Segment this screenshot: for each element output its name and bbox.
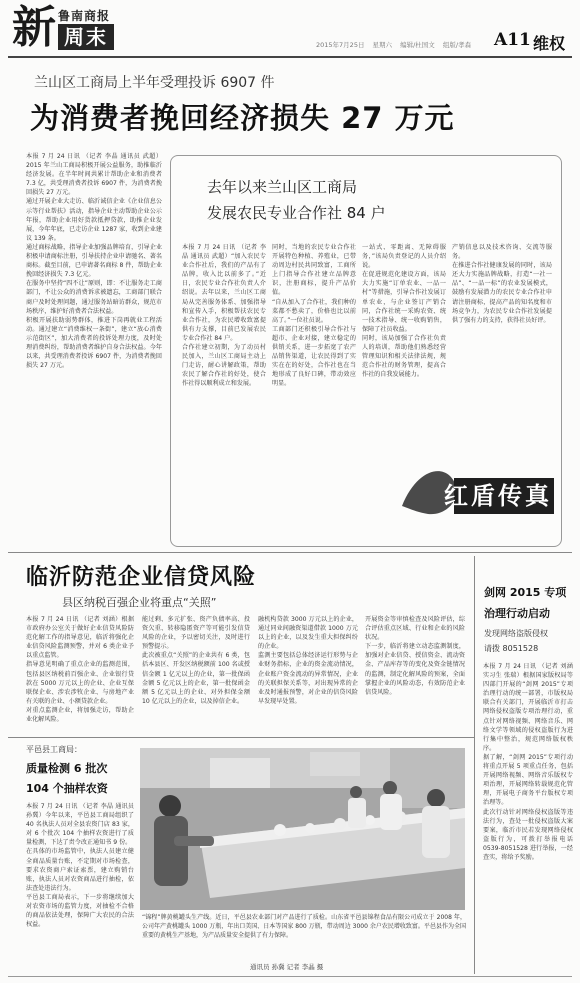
masthead-rule — [8, 56, 572, 58]
masthead-brand-bottom-box — [58, 24, 114, 50]
page-bottom-rule — [8, 976, 572, 977]
story1-sub-column-4: 产销信息以及技术咨询、交流等服务。 在推进合作社健康发展的同时，该局还大力实施品牌战略，打造“一社一品”、“一品一标”的农业发展模式，鼓励有发展潜力的农民专业合作社申请注册商标，提高产品的知名度和市场竞争力，为农民专业合作社发展提供了强有力的支持，获得社员好评。 — [452, 244, 552, 324]
story3-headline-2: 104 个抽样农资 — [26, 782, 108, 795]
photo-scene-icon — [140, 748, 465, 910]
story1-column-1: 本报 7 月 24 日讯 （记者 李晶 通讯员 武超）2015 年兰山工商局积极开展公益服务，助推临沂经济发展。在半年时间共累计帮助企业和消费者 7.3 亿，共受理消费者投诉 6907 件，为消费者挽回损失 27 万元。 通过开展企业大走访、临沂诚信企业《企业信息公示等行业帮扶》活动，指导企业主动帮助企业公示年报，帮助企业用好货款抵押贷款，助推企业发展，今年年底，已走访企业 1287 家，收到企业建议 139 条。 通过商标战略，指导企业加强品牌培育，引导企业积极申请商标注册，引导扶持企业申请驰名、著名商标。截至目前，已申请著名商标 8 件，帮助企业挽回经济损失 7.3 亿元。 在服务中坚持“四不让”原则，即：不让服务走工商部门，不让公众的消费诉求被遗忘，工商部门联合商户及时处理问题，通过服务站暗访群众，规范市场秩序，维护好消费者合法权益。 积极开展扶助弱势群体，推进下岗再就业工程活动。通过建立“消费维权一条街”，建立“放心消费示范街区”，加大消费者的投诉处理力度，及时处理消费纠纷，帮助消费者维护自身合法权益。今年以来，共受理消费者投诉 6907 件，为消费者挽回损失 27 万元。 — [26, 153, 162, 370]
masthead — [0, 0, 580, 58]
masthead-editor: 编辑/杜国文 — [400, 41, 435, 49]
masthead-layout: 组版/孝森 — [442, 41, 472, 49]
story2-column-4: 开展资金等审慎检查及风险评估，综合评估重点区域、行业和企业的风险状况。 下一步，临沂将建立动态监测制度，加强对企业信贷、授信资金、流动资金、产品库存等的变化及资金链情况的监测，制定化解风险的预案，全面掌握企业的风险动态，有效防范企业信贷风险。 — [365, 616, 465, 696]
story2-column-3: 融机构贷款 3000 万元以上的企业，通过同业间融资渠道借款 1000 万元以上的企业，以及发生重大担保纠纷的企业。 监测主要包括总体经济运行形势与企业财务指标，企业的资金流动情况，企业账户资金流动的异常情况，企业的关联担保关系等，对出现异常的企业及时通报预警，对企业的信贷风险早发现早处置。 — [258, 616, 358, 705]
masthead-info — [316, 40, 471, 49]
story1-kicker: 兰山区工商局上半年受理投诉 6907 件 — [34, 75, 275, 91]
story1-sub-column-1: 本报 7 月 24 日讯 （记者 李晶 通讯员 武超）“加入农民专业合作社后，我们的产品有了品牌，收入比以前多了。”近日，农民专业合作社负责人介绍说。去年以来，兰山区工商局从完善服务体系、加强指导和宣传入手，积极帮扶农民专业合作社，为农民增收致富提供有力支撑，目前已发展农民专业合作社 84 户。 合作社建立初期，为了动员村民加入，兰山区工商局主动上门走访，耐心讲解政策，帮助农民了解合作社的好处，使合作社得以顺利成立和发展。 — [182, 244, 266, 388]
story2-column-2: 能过剩、多元扩张、资产负债率高、投资欠重、转移隐匿资产等可能引发信贷风险的企业，予以密切关注，及时进行预警提示。 此次被重点“关照”的企业共有 6 类，包括本县区、开发区纳税额前 100 名或授信金额 1 亿元以上的企业，第一批保函金额 5 亿元以上的企业，第一批保函金额 5 亿元以上的企业、对外担保金额 10 亿元以上的企业，以及掉信企业。 — [142, 616, 250, 705]
masthead-date: 2015年7月25日 — [316, 41, 365, 49]
story2-column-1: 本报 7 月 24 日讯 （记者 刘涵）根据市政府办公室关于做好企业信贷风险防范化解工作的指导意见，临沂将强化企业信贷风险监测预警，并对 6 类企业予以重点监管。 指导意见明确了重点企业的监测范围，包括县区纳税前百强企业、企业银行贷款在 5000 万元以上的企业、企业互保联保企业、涉农涉牧企业、与房地产业有关联的企业、小额贷款企业。 对重点监测企业，将加强走访，帮助企业化解风险。 — [26, 616, 134, 724]
story1-sub-title-2: 发展农民专业合作社 84 户 — [207, 204, 386, 222]
story3-headline-1: 质量检测 6 批次 — [26, 762, 108, 775]
masthead-brand-top: 鲁南商报 — [58, 9, 111, 23]
story1-sub-title-1: 去年以来兰山区工商局 — [207, 178, 358, 196]
masthead-brand-big: 新 — [12, 2, 56, 53]
story3-kicker: 平邑县工商局： — [26, 745, 82, 754]
story4-sub-1: 发现网络盗版侵权 — [484, 629, 548, 638]
story1-sub-column-2: 同时，当地的农民专业合作社开展特色种植、养殖业，已带动周边村民共同致富，工商所上门指导合作社建立品牌意识，注册商标，提升产品价值。 “自从加入了合作社，我们种的菜都不愁卖了，价格也比以前高了。”一位社员说。 工商部门还积极引导合作社与超市、企业对接，建立稳定的供销关系，进一步拓宽了农产品销售渠道，让农民得到了实实在在的好处，合作社也在当地形成了良好口碑，带动效应明显。 — [272, 244, 356, 388]
photo-credit: 通讯员 孙冀 记者 李晶 摄 — [250, 963, 324, 971]
story1-rule — [8, 552, 572, 553]
section-name: 维权 — [533, 34, 566, 53]
story4-sub-2: 请拨 8051528 — [484, 644, 539, 653]
hongdun-stamp-logo — [398, 456, 560, 522]
story4-headline-1: 剑网 2015 专项 — [484, 586, 567, 599]
story4-column: 本报 7 月 24 日讯 （记者 刘涵 实习生 张瑞）根据国家版权局等四部门开展的“剑网 2015”专项治理行动的统一部署，市版权局联合有关部门，开展临沂市打击网络侵权盗版专项治理行动，重点针对网络视频、网络音乐、网络文学等领域的侵权盗版行为进行集中整治，规范网络版权秩序。 据了解，“剑网 2015”专项行动将重点开展 5 项重点任务，包括开展网络视频、网络音乐版权专项治理，开展网络转载规范化管理，开展电子商务平台版权专项治理等。 此次行动针对网络侵权盗版等违法行为，查处一批侵权盗版大案要案，临沂市民若发现网络侵权盗版行为，可拨打举报电话 0539-8051528 进行举报，一经查实，将给予奖励。 — [483, 663, 573, 861]
page-number: A11 — [494, 30, 531, 50]
story3-top-rule — [8, 737, 474, 738]
story2-subhead: 县区纳税百强企业将重点“关照” — [62, 596, 217, 609]
factory-photo — [140, 748, 465, 910]
story2-headline: 临沂防范企业信贷风险 — [26, 565, 257, 590]
photo-caption: “锦程”牌黄桃罐头生产线。近日，平邑县农业部门对产品进行了质检。山东省平邑县锦程食品有限公司成立于 2008 年，公司年产黄桃罐头 1000 万瓶，年出口美国、日本等国家 800 万瓶，带动周边 3000 余户农民增收致富。平邑县作为全国重要的黄桃生产基地，为产品质量安全提供了有力保障。 — [142, 914, 466, 939]
story1-sub-column-3: 一站式、零距离、无障碍服务，”该局负责登记的人员介绍说。 在促进规范化建设方面，该局大力实施“订单农业、一品一村”等措施，引导合作社发展订单农业，与企业签订产销合同，合作社统一采购农资、统一技术指导、统一收购销售，保障了社员收益。 同时，该局加强了合作社负责人的培训，帮助他们熟悉经营管理知识和相关法律法规，规范合作社的财务管理，提高合作社的自我发展能力。 — [362, 244, 446, 379]
story1-headline: 为消费者挽回经济损失 27 万元 — [30, 101, 455, 135]
right-column-rule — [474, 556, 475, 974]
story4-headline-2: 治理行动启动 — [484, 607, 550, 620]
stamp-text: 红盾传真 — [444, 482, 552, 510]
story3-column: 本报 7 月 24 日讯 （记者 李晶 通讯员 孙冀）今年以来，平邑县工商局组织了 40 名执法人员对全县农资门店 83 家，对 6 个批次 104 个抽样农资进行了质量检测，下达了责令改正通知书 9 份。 在具体的市场监管中，执法人员建立健全商品质量台账，不定期对市场检查，要求农资商户索证索票，建立购销台账，执法人员对农资商品进行抽检，依法查处违法行为。 平邑县工商局表示，下一步将继续加大对农资市场的监管力度，对抽检不合格的商品依法处理，保障广大农民的合法权益。 — [26, 803, 134, 929]
masthead-brand-bottom: 周末 — [64, 25, 108, 49]
masthead-weekday: 星期六 — [372, 41, 393, 49]
